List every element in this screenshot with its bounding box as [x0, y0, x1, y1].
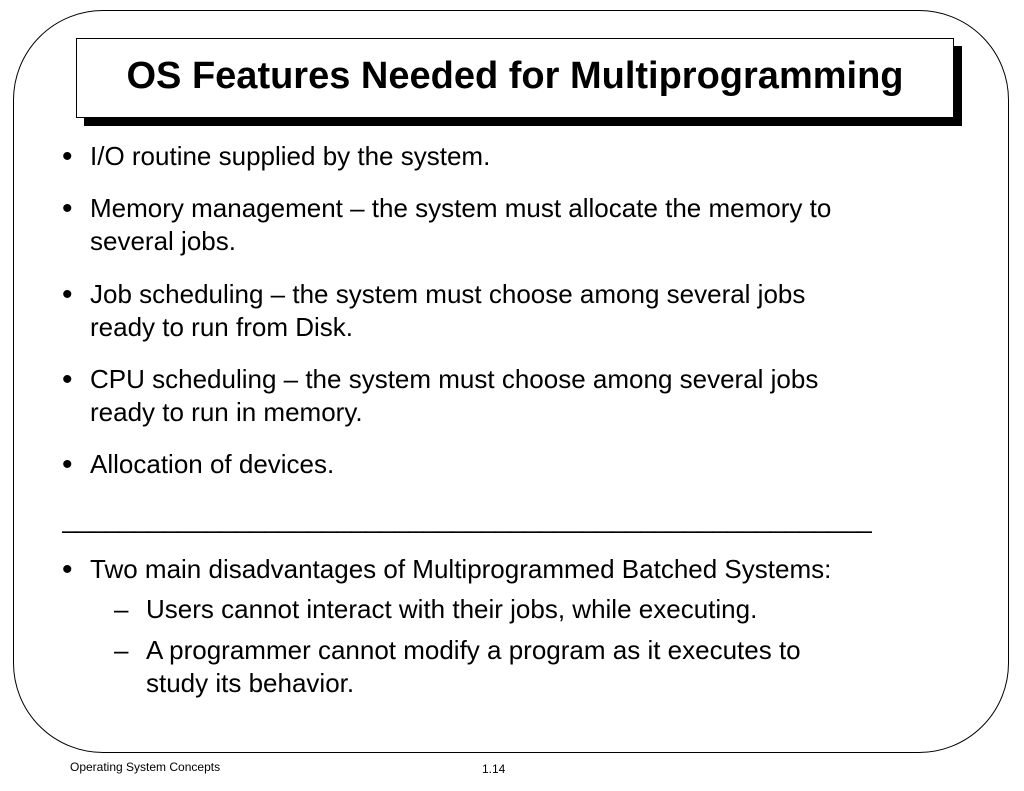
sub-bullet-text: Users cannot interact with their jobs, while executing. [146, 594, 758, 624]
disadvantages-heading: Two main disadvantages of Multiprogrammed Batched Systems: [90, 554, 832, 584]
bullet-item [60, 192, 831, 258]
bullet-text: Memory management – the system must allocate the memory to several jobs. [90, 193, 832, 256]
dash-icon: – [114, 594, 129, 624]
bullet-text: Job scheduling – the system must choose among several jobs ready to run from Disk. [90, 279, 806, 342]
bullet-item [60, 140, 490, 173]
bullet-text: CPU scheduling – the system must choose among several jobs ready to run in memory. [90, 364, 819, 427]
dash-icon: – [114, 635, 129, 665]
bullet-icon: • [62, 140, 73, 173]
slide-title: OS Features Needed for Multiprogramming [126, 54, 904, 97]
disadvantages-heading-item [60, 553, 831, 586]
sub-bullet-item [114, 634, 801, 700]
bullet-icon: • [62, 192, 73, 225]
bullet-icon: • [62, 448, 73, 481]
bullet-text: Allocation of devices. [90, 449, 335, 479]
title-box [76, 38, 954, 118]
bullet-item [60, 448, 334, 481]
bullet-item [60, 363, 818, 429]
bullet-item [60, 278, 805, 344]
bullet-icon: • [62, 278, 73, 311]
section-divider: ________________________________________________________ [62, 504, 872, 534]
sub-bullet-item [114, 593, 757, 626]
footer-course: Operating System Concepts [70, 760, 221, 774]
sub-bullet-text: A programmer cannot modify a program as it executes to study its behavior. [146, 635, 801, 698]
bullet-icon: • [62, 363, 73, 396]
footer-page-number: 1.14 [482, 762, 506, 776]
bullet-icon: • [62, 553, 73, 586]
bullet-text: I/O routine supplied by the system. [90, 141, 491, 171]
